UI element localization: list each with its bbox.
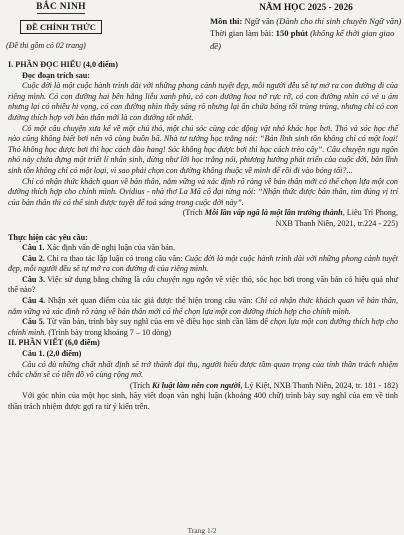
tasks-label: Thực hiện các yêu cầu: (8, 232, 88, 242)
divider (37, 13, 85, 14)
passage-paragraph-1: Cuộc đời là một cuộc hành trình dài với những phong cảnh tuyệt đẹp, mỗi người đều sẽ tự mở ra con đường đi của riêng mình. Có con đường hai bên hằng liễu xanh phủ, có con đường hoa nở rực rỡ, có con đường nhìn có vẻ u ám nhưng lại có nhiều hi vọng, có con đường nhìn thấy sáng rõ nhưng lại ẩn chứa bóng tối trùng trùng, nhưng chỉ có con đường thích hợp với bản thân mới là con đường tốt nhất. (8, 81, 398, 122)
writing-question-1-label: Câu 1. (2,0 điểm) (22, 349, 82, 359)
page-number: Trang 1/2 (187, 526, 217, 535)
writing-citation: (Trích Kỉ luật làm nên con người, Lý Kiệt, NXB Thanh Niên, 2024, tr. 181 - 182) (129, 380, 398, 390)
subject-line: Môn thi: Ngữ văn (Dành cho thí sinh chuyên Ngữ văn) (210, 15, 402, 26)
writing-task: Với góc nhìn của một học sinh, hãy viết đoạn văn nghị luận (khoảng 400 chữ) trình bày suy nghĩ của em về tinh thần trách nhiệm được gợi ra từ ý kiến trên. (8, 391, 398, 411)
passage-citation-publisher: NXB Thanh Niên, 2021, tr.224 - 225) (275, 218, 398, 228)
passage-paragraph-2: Có một câu chuyện xưa kể về một chú thỏ, một chú sóc cùng các động vật nhỏ khác học bơi. Thỏ và sóc học thế nào cũng không biết bơi nên vô cùng buồn bã. Nhà tư tưởng học trằng nói: “Bản lĩnh sinh tồn không chỉ có một loại! Thỏ không học được bơi thì học cách đào hang! Sóc không học được bơi thì học cách trèo cây”. Câu chuyện ngụ ngôn nhỏ này chứa đựng một triết lí nhân sinh, đừng như lời học trằng nói, phương hướng phát triển của cuộc đời, bản lĩnh sinh tồn không chỉ có một loại, vì sao phải chọn con đường không thuộc về mình để rồi đi vào bóng tối?... (8, 123, 398, 175)
question-5: Câu 5. Từ văn bản, trình bày suy nghĩ của em về điều học sinh cần làm để chọn lựa một con đường thích hợp cho chính mình. (Trình bày trong khoảng 7 – 10 dòng) (8, 317, 399, 337)
passage-citation: (Trích Mỗi lần vấp ngã là một lần trưởng thành, Liêu Trí Phong, (182, 208, 398, 218)
question-4: Câu 4. Nhận xét quan điểm của tác giả được thể hiện trong câu văn: Chỉ có nhận thức khách quan về bản thân, nắm vững và xác định rõ ràng về bản thân mới có thể chọn lựa một con đường thích hợp cho chính mình. (8, 296, 399, 316)
issuer-block (6, 2, 116, 35)
time-line: Thời gian làm bài: 150 phút (không kể thời gian giao đề) (210, 28, 395, 51)
exam-info-block (210, 2, 402, 52)
section-1-title: I. PHẦN ĐỌC HIỂU (4,0 điểm) (8, 60, 118, 69)
school-year: NĂM HỌC 2025 - 2026 (259, 3, 353, 13)
official-stamp: ĐỀ CHÍNH THỨC (20, 20, 102, 34)
section-2-title: II. PHẦN VIẾT (6,0 điểm) (8, 338, 100, 348)
passage-paragraph-3: Chỉ có nhận thức khách quan về bản thân, nắm vững và xác định rõ ràng về bản thân mới có thể chọn lựa một con đường thích hợp cho chính mình. Ovidius - nhà thơ La Mã cổ đại từng nói: “Nhận thức được bản thân, tìm đúng vị trí của bản thân thì có thể sinh được tuyệt để toả sáng trong cuộc đời này”. (8, 176, 398, 207)
question-1: Câu 1. Xác định vấn đề nghị luận của văn bản. (22, 243, 175, 253)
page-count-note: (Đề thi gồm có 02 trang) (6, 41, 86, 50)
writing-prompt-quote: Câu có đủ những chất nhất định sẽ trở thành đại thụ, người hiểu được tầm quan trọng của tính thần trách nhiệm chắc chắn sẽ có tiền đồ vô cùng rộng mở. (8, 359, 398, 380)
read-instruction: Đọc đoạn trích sau: (22, 70, 90, 80)
question-2: Câu 2. Chỉ ra thao tác lập luận có trong câu văn: Cuộc đời là một cuộc hành trình dài với những phong cảnh tuyệt đẹp, mỗi người đều sẽ tự mở ra con đường đi của riêng mình. (8, 253, 399, 274)
question-3: Câu 3. Việc sử dụng bằng chứng là câu chuyện ngụ ngôn về việc thỏ, sóc học bơi trong văn bản có hiệu quả như thế nào? (8, 274, 399, 295)
province-name: BẮC NINH (36, 2, 86, 12)
exam-body (8, 60, 398, 413)
